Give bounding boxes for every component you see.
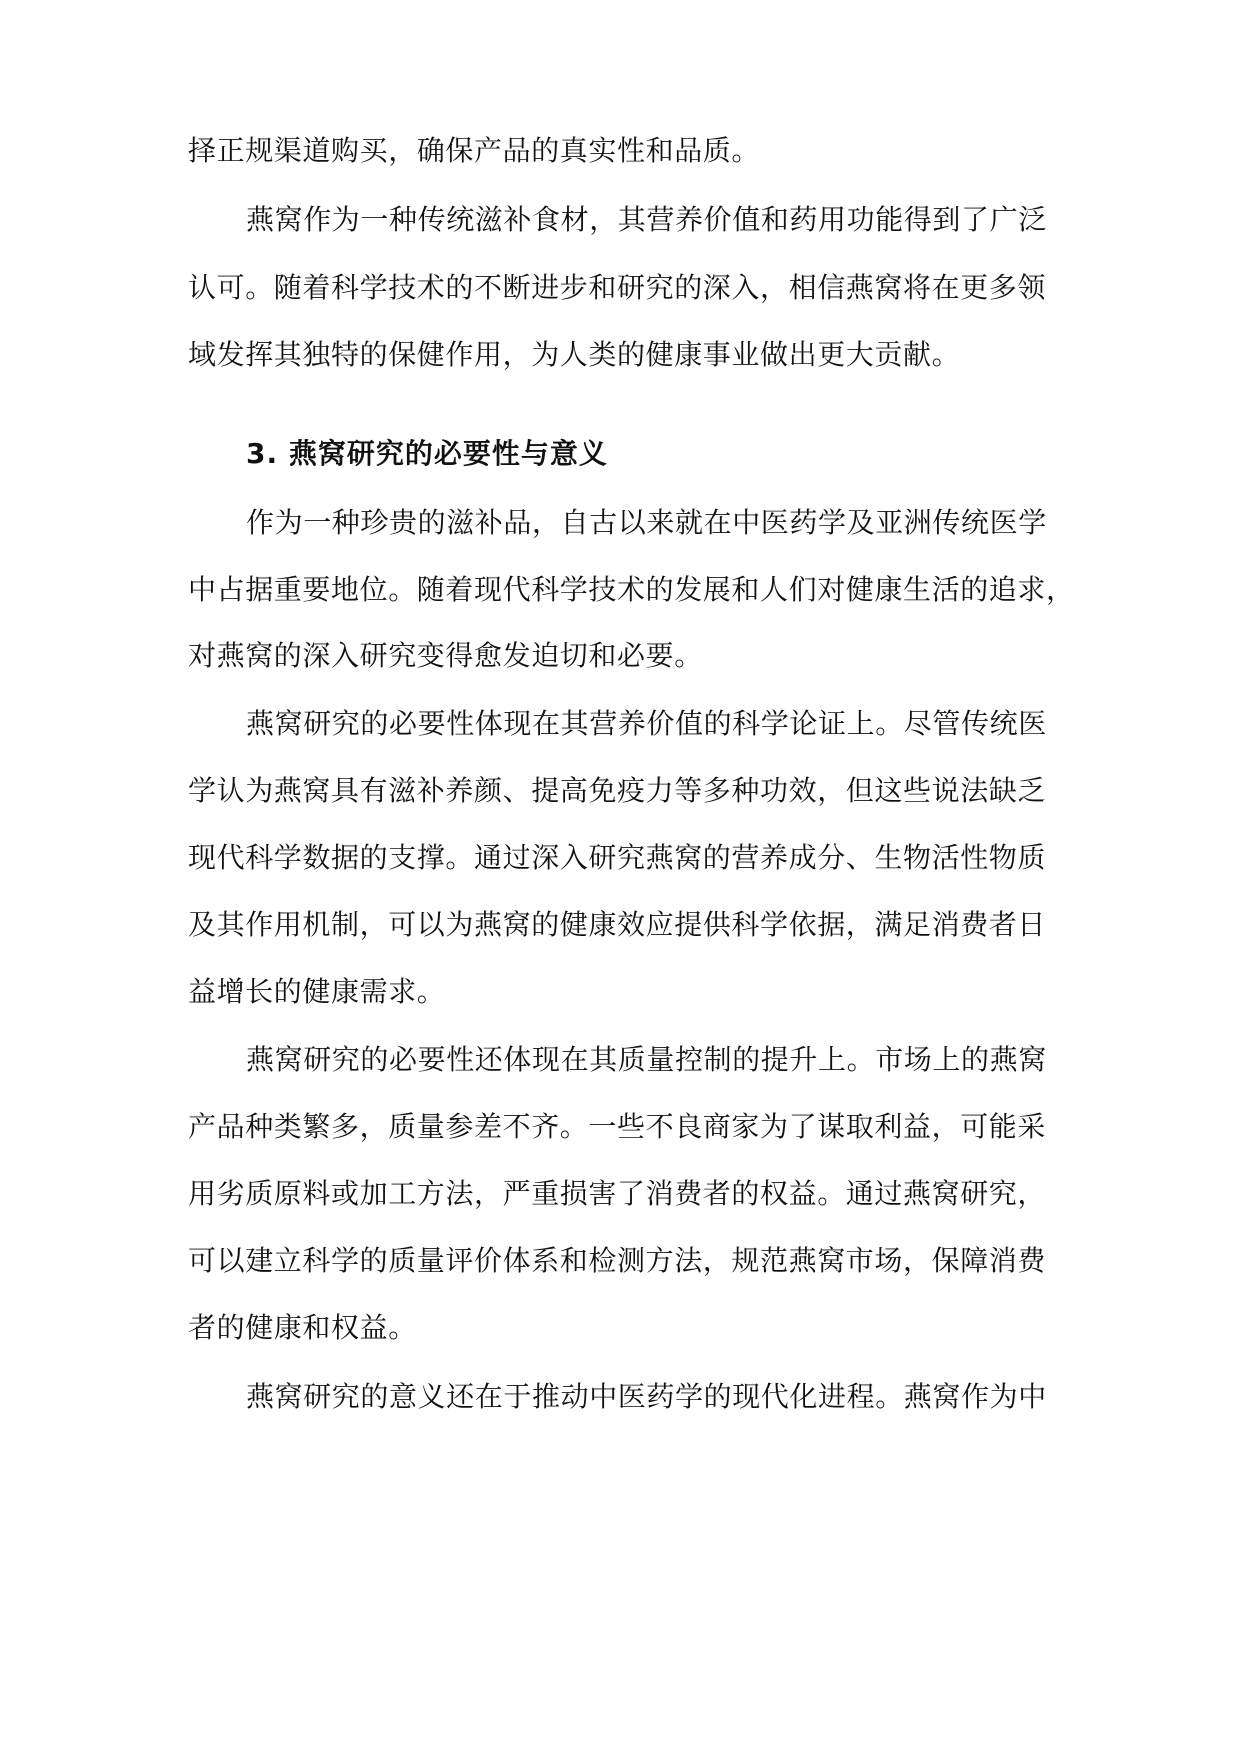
paragraph-line: 现代科学数据的支撑。通过深入研究燕窝的营养成分、生物活性物质 xyxy=(188,841,1047,874)
paragraph-line: 域发挥其独特的保健作用，为人类的健康事业做出更大贡献。 xyxy=(188,338,961,371)
paragraph-line: 中占据重要地位。随着现代科学技术的发展和人们对健康生活的追求， xyxy=(188,573,1075,606)
paragraph-line: 作为一种珍贵的滋补品，自古以来就在中医药学及亚洲传统医学 xyxy=(246,506,1047,539)
paragraph-line: 燕窝作为一种传统滋补食材，其营养价值和药用功能得到了广泛 xyxy=(246,203,1047,236)
paragraph-line: 对燕窝的深入研究变得愈发迫切和必要。 xyxy=(188,639,703,672)
paragraph-line: 学认为燕窝具有滋补养颜、提高免疫力等多种功效，但这些说法缺乏 xyxy=(188,774,1047,807)
paragraph-line: 燕窝研究的必要性体现在其营养价值的科学论证上。尽管传统医 xyxy=(246,707,1047,740)
section-heading: 3. 燕窝研究的必要性与意义 xyxy=(246,437,608,470)
paragraph-line: 及其作用机制，可以为燕窝的健康效应提供科学依据，满足消费者日 xyxy=(188,908,1047,941)
paragraph-line: 认可。随着科学技术的不断进步和研究的深入，相信燕窝将在更多领 xyxy=(188,271,1047,304)
paragraph-line: 可以建立科学的质量评价体系和检测方法，规范燕窝市场，保障消费 xyxy=(188,1244,1047,1277)
paragraph-line: 益增长的健康需求。 xyxy=(188,975,446,1008)
paragraph-line: 燕窝研究的意义还在于推动中医药学的现代化进程。燕窝作为中 xyxy=(246,1380,1047,1413)
paragraph-line: 产品种类繁多，质量参差不齐。一些不良商家为了谋取利益，可能采 xyxy=(188,1110,1047,1143)
paragraph-line: 者的健康和权益。 xyxy=(188,1311,417,1344)
paragraph-line: 择正规渠道购买，确保产品的真实性和品质。 xyxy=(188,134,761,167)
paragraph-line: 用劣质原料或加工方法，严重损害了消费者的权益。通过燕窝研究， xyxy=(188,1177,1047,1210)
paragraph-line: 燕窝研究的必要性还体现在其质量控制的提升上。市场上的燕窝 xyxy=(246,1043,1047,1076)
